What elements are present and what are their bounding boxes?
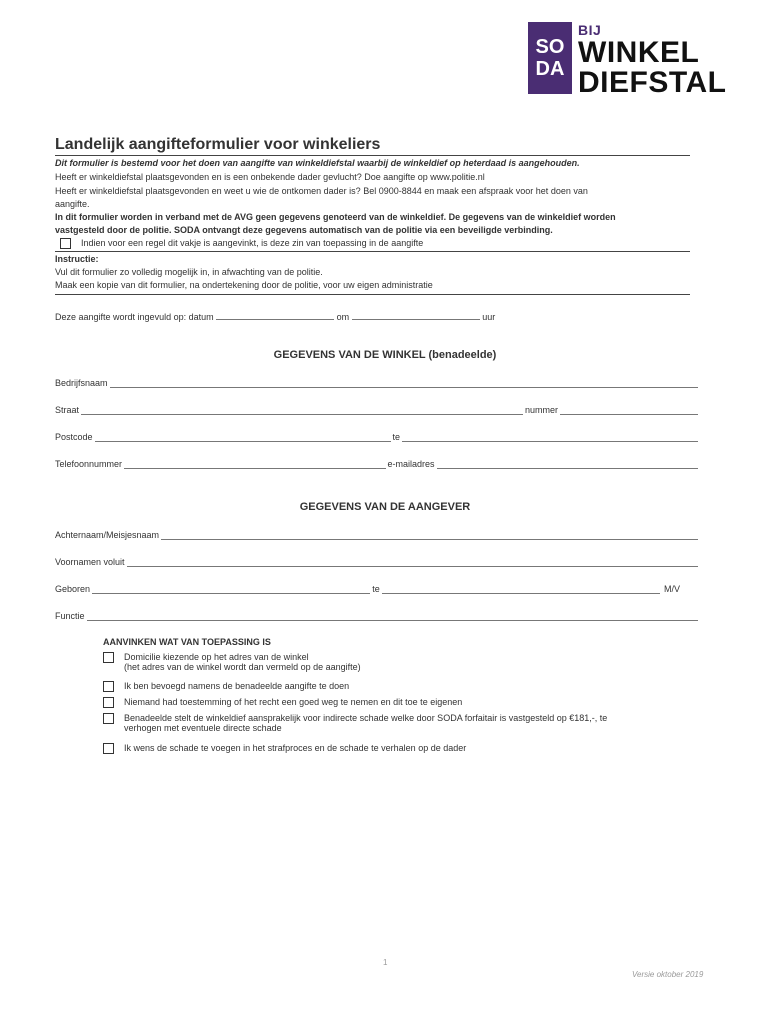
date-field[interactable] [216, 310, 334, 320]
geboren-row [55, 584, 700, 594]
version-label: Versie oktober 2019 [632, 970, 704, 979]
geboorteplaats-field[interactable] [382, 584, 660, 594]
logo-box [528, 22, 572, 94]
functie-field[interactable] [87, 611, 698, 621]
option-schade [103, 743, 466, 754]
voornamen-row [55, 557, 700, 567]
nummer-field[interactable] [560, 405, 698, 415]
option-text: Ik ben bevoegd namens de benadeelde aangifte te doen [124, 681, 350, 691]
om-label: om [336, 312, 350, 322]
geboorteplaats-label: te [372, 584, 380, 594]
telefoon-label: Telefoonnummer [55, 459, 123, 469]
telefoon-row [55, 459, 700, 469]
plaats-field[interactable] [402, 432, 698, 442]
checkbox-toestemming[interactable] [103, 697, 114, 708]
logo-winkel: WINKEL [578, 36, 700, 69]
postcode-field[interactable] [95, 432, 391, 442]
option-text: (het adres van de winkel wordt dan vermeld op de aangifte) [124, 662, 361, 672]
avg-line: In dit formulier worden in verband met de AVG geen gegevens genoteerd van de winkeldief. De gegevens van de winkeldief worden [55, 212, 616, 222]
avg-line: vastgesteld door de politie. SODA ontvangt deze gegevens automatisch van de politie via een beveiligde verbinding. [55, 225, 553, 235]
instr-heading: Instructie: [55, 254, 99, 264]
checkbox-legend [60, 238, 71, 249]
plaats-label: te [392, 432, 401, 442]
section-heading-aangever: GEGEVENS VAN DE AANGEVER [299, 501, 471, 513]
functie-label: Functie [55, 611, 85, 621]
soda-logo [528, 22, 726, 98]
straat-field[interactable] [81, 405, 523, 415]
email-label: e-mailadres [387, 459, 435, 469]
checkbox-domicilie[interactable] [103, 652, 114, 663]
option-toestemming [103, 697, 462, 708]
voornamen-label: Voornamen voluit [55, 557, 125, 567]
nummer-label: nummer [524, 405, 558, 415]
date-line [55, 310, 495, 322]
legend-line [60, 238, 423, 249]
functie-row [55, 611, 700, 621]
logo-so: SO [535, 36, 565, 58]
geboren-field[interactable] [92, 584, 370, 594]
intro-line: Heeft er winkeldiefstal plaatsgevonden en is een onbekende dader gevlucht? Doe aangifte op www.politie.nl [55, 172, 485, 182]
page-number: 1 [383, 958, 388, 967]
straat-label: Straat [55, 405, 80, 415]
intro-line: aangifte. [55, 199, 90, 209]
logo-bij: BIJ [578, 22, 602, 38]
options-heading: AANVINKEN WAT VAN TOEPASSING IS [103, 637, 271, 647]
checkbox-bevoegd[interactable] [103, 681, 114, 692]
option-text: Niemand had toestemming of het recht een goed weg te nemen en dit toe te eigenen [124, 697, 463, 707]
intro-line: Dit formulier is bestemd voor het doen van aangifte van winkeldiefstal waarbij de winkeldief op heterdaad is aangehouden. [55, 158, 580, 168]
uur-label: uur [482, 312, 496, 322]
email-field[interactable] [437, 459, 698, 469]
telefoon-field[interactable] [124, 459, 385, 469]
option-text: verhogen met eventuele directe schade [124, 723, 282, 733]
bedrijfsnaam-label: Bedrijfsnaam [55, 378, 108, 388]
instr-line: Vul dit formulier zo volledig mogelijk in, in afwachting van de politie. [55, 267, 323, 277]
voornamen-field[interactable] [127, 557, 698, 567]
straat-row [55, 405, 700, 415]
option-bevoegd [103, 681, 349, 692]
option-text: Benadeelde stelt de winkeldief aansprakelijk voor indirecte schade welke door SODA forfaitair is vastgesteld op €181,-, te [124, 713, 608, 723]
legend-text: Indien voor een regel dit vakje is aangevinkt, is deze zin van toepassing in de aangifte [81, 238, 424, 248]
time-field[interactable] [352, 310, 480, 320]
divider [55, 155, 690, 156]
option-aansprakelijk [103, 713, 607, 733]
logo-da: DA [535, 58, 565, 80]
achternaam-field[interactable] [161, 530, 698, 540]
checkbox-aansprakelijk[interactable] [103, 713, 114, 724]
logo-text [578, 22, 726, 98]
divider [55, 251, 690, 252]
intro-line: Heeft er winkeldiefstal plaatsgevonden en weet u wie de ontkomen dader is? Bel 0900-8844 en maak een afspraak voor het doen van [55, 186, 588, 196]
geslacht-label: M/V [663, 584, 680, 594]
geboren-label: Geboren [55, 584, 91, 594]
postcode-label: Postcode [55, 432, 93, 442]
date-label: Deze aangifte wordt ingevuld op: datum [55, 312, 214, 322]
bedrijfsnaam-field[interactable] [110, 378, 698, 388]
logo-diefstal: DIEFSTAL [578, 66, 727, 99]
instr-line: Maak een kopie van dit formulier, na ondertekening door de politie, voor uw eigen administratie [55, 280, 433, 290]
option-text: Domicilie kiezende op het adres van de winkel [124, 652, 309, 662]
page-title: Landelijk aangifteformulier voor winkeliers [55, 136, 381, 153]
option-text: Ik wens de schade te voegen in het strafproces en de schade te verhalen op de dader [124, 743, 467, 753]
achternaam-label: Achternaam/Meisjesnaam [55, 530, 160, 540]
checkbox-schade[interactable] [103, 743, 114, 754]
achternaam-row [55, 530, 700, 540]
postcode-row [55, 432, 700, 442]
divider [55, 294, 690, 295]
bedrijfsnaam-row [55, 378, 700, 388]
section-heading-winkel: GEGEVENS VAN DE WINKEL (benadeelde) [273, 349, 497, 361]
option-domicilie [103, 652, 361, 672]
